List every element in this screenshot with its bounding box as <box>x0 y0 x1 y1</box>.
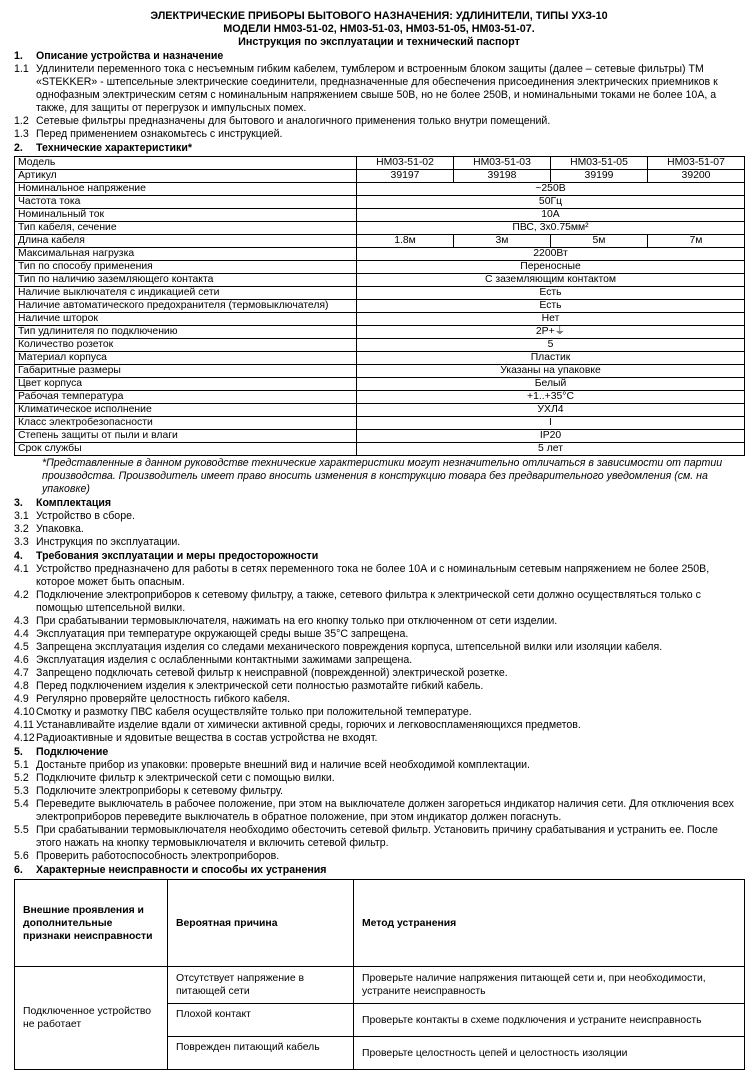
table-row: Наличие выключателя с индикацией сети Есть <box>15 287 745 300</box>
table-row: Количество розеток 5 <box>15 339 745 352</box>
section-6-heading: 6. Характерные неисправности и способы их устранения <box>14 864 327 876</box>
section-2-heading: 2. Технические характеристики* <box>14 142 192 154</box>
table-row: Срок службы 5 лет <box>15 443 745 456</box>
list-item: 4.8 Перед подключением изделия к электрической сети полностью размотайте гибкий кабель. <box>14 680 484 692</box>
list-item: 3.3 Инструкция по эксплуатации. <box>14 536 181 548</box>
list-item: 5.5 При срабатывании термовыключателя необходимо обесточить сетевой фильтр. Установить причину срабатывания и устранить ее. После этого нажать на кнопку термовыключателя и включить сетевой фильтр. <box>14 824 718 849</box>
section-3-heading: 3. Комплектация <box>14 497 112 509</box>
list-item: 1.1 Удлинители переменного тока с несъемным гибким кабелем, тумблером и встроенным блоком защиты (далее – сетевые фильтры) ТМ «STEKKER» - штепсельные электрические соединители, предназначенные для обеспечения присоединения электрических приемников к однофазным электрическим сетям с номинальным напряжением свыше 50В, но не более 250В, и номинальными токами не более 10А, а также, для защиты от перегрузок и импульсных помех. <box>14 63 718 114</box>
spec-footnote: *Представленные в данном руководстве технические характеристики могут незначительно отличаться в зависимости от партии производства. Производитель имеет право вносить изменения в конструкцию товара без предварительного уведомления (см. на упаковке) <box>42 457 723 495</box>
document-title: ЭЛЕКТРИЧЕСКИЕ ПРИБОРЫ БЫТОВОГО НАЗНАЧЕНИЯ: УДЛИНИТЕЛИ, ТИПЫ УХЗ-10 <box>150 10 608 22</box>
document-models: МОДЕЛИ HM03-51-02, HM03-51-03, HM03-51-05, HM03-51-07. <box>223 23 535 35</box>
column-header: Вероятная причина <box>168 880 354 967</box>
list-item: 3.2 Упаковка. <box>14 523 84 535</box>
spec-table <box>14 156 745 456</box>
column-header: Внешние проявления и дополнительные признаки неисправности <box>15 880 168 967</box>
column-header: Метод устранения <box>354 880 745 967</box>
table-row: Тип удлинителя по подключению 2Р+⏚ <box>15 326 745 339</box>
table-row: Цвет корпуса Белый <box>15 378 745 391</box>
table-row: Артикул 39197 39198 39199 39200 <box>15 170 745 183</box>
section-4-heading: 4. Требования эксплуатации и меры предосторожности <box>14 550 319 562</box>
table-row: Наличие автоматического предохранителя (термовыключателя) Есть <box>15 300 745 313</box>
list-item: 4.4 Эксплуатация при температуре окружающей среды выше 35°С запрещена. <box>14 628 409 640</box>
list-item: 4.12 Радиоактивные и ядовитые вещества в состав устройства не входят. <box>14 732 378 744</box>
document-subtitle: Инструкция по эксплуатации и технический паспорт <box>238 36 520 48</box>
list-item: 5.3 Подключите электроприборы к сетевому фильтру. <box>14 785 284 797</box>
table-row: Рабочая температура +1..+35°С <box>15 391 745 404</box>
list-item: 4.2 Подключение электроприборов к сетевому фильтру, а также, сетевого фильтра к электрической сети должно осуществляться только с помощью штепсельной вилки. <box>14 589 701 614</box>
list-item: 4.9 Регулярно проверяйте целостность гибкого кабеля. <box>14 693 291 705</box>
list-item: 3.1 Устройство в сборе. <box>14 510 135 522</box>
table-row: Номинальное напряжение ~250В <box>15 183 745 196</box>
table-row <box>15 880 745 967</box>
section-1-heading: 1. Описание устройства и назначение <box>14 50 224 62</box>
list-item: 4.3 При срабатывании термовыключателя, нажимать на его кнопку только при отключенном от сети изделии. <box>14 615 558 627</box>
table-row: Тип по способу применения Переносные <box>15 261 745 274</box>
table-row: Длина кабеля 1.8м 3м 5м 7м <box>15 235 745 248</box>
table-row: Климатическое исполнение УХЛ4 <box>15 404 745 417</box>
table-row: Габаритные размеры Указаны на упаковке <box>15 365 745 378</box>
table-row: Тип по наличию заземляющего контакта С заземляющим контактом <box>15 274 745 287</box>
list-item: 4.5 Запрещена эксплуатация изделия со следами механического повреждения корпуса, штепсельной вилки или изоляции кабеля. <box>14 641 663 653</box>
table-row: Тип кабеля, сечение ПВС, 3х0.75мм² <box>15 222 745 235</box>
manual-page <box>14 10 744 1070</box>
list-item: 1.2 Сетевые фильтры предназначены для бытового и аналогичного применения только внутри помещений. <box>14 115 551 127</box>
list-item: 5.4 Переведите выключатель в рабочее положение, при этом на выключателе должен загореться индикатор наличия сети. Для отключения всех электроприборов переведите выключатель в обратное положение, при этом индикатор должен погаснуть. <box>14 798 734 823</box>
list-item: 4.1 Устройство предназначено для работы в сетях переменного тока не более 10А и с номинальным сетевым напряжением не более 250В, которое может быть опасным. <box>14 563 710 588</box>
faults-table <box>14 879 745 1070</box>
table-row: Класс электробезопасности I <box>15 417 745 430</box>
table-row: Частота тока 50Гц <box>15 196 745 209</box>
list-item: 5.1 Достаньте прибор из упаковки: проверьте внешний вид и наличие всей необходимой комплектации. <box>14 759 530 771</box>
list-item: 5.6 Проверить работоспособность электроприборов. <box>14 850 280 862</box>
table-row: Подключенное устройство не работает Отсутствует напряжение в питающей сети Проверьте наличие напряжения питающей сети и, при необходимости, устраните неисправность <box>15 967 745 1004</box>
table-row: Модель HM03-51-02 HM03-51-03 HM03-51-05 HM03-51-07 <box>15 157 745 170</box>
table-row: Номинальный ток 10А <box>15 209 745 222</box>
section-5-heading: 5. Подключение <box>14 746 109 758</box>
table-row: Поврежден питающий кабель Проверьте целостность цепей и целостность изоляции <box>15 1037 745 1070</box>
list-item: 1.3 Перед применением ознакомьтесь с инструкцией. <box>14 128 283 140</box>
symptom-cell: Подключенное устройство не работает <box>15 967 168 1070</box>
list-item: 5.2 Подключите фильтр к электрической сети с помощью вилки. <box>14 772 335 784</box>
table-row: Наличие шторок Нет <box>15 313 745 326</box>
list-item: 4.10 Смотку и размотку ПВС кабеля осуществляйте только при положительной температуре. <box>14 706 472 718</box>
table-row: Степень защиты от пыли и влаги IP20 <box>15 430 745 443</box>
list-item: 4.6 Эксплуатация изделия с ослабленными контактными зажимами запрещена. <box>14 654 413 666</box>
table-row: Плохой контакт Проверьте контакты в схеме подключения и устраните неисправность <box>15 1004 745 1037</box>
table-row: Материал корпуса Пластик <box>15 352 745 365</box>
list-item: 4.11 Устанавливайте изделие вдали от химически активной среды, горючих и легковоспламеняющихся предметов. <box>14 719 581 731</box>
table-row: Максимальная нагрузка 2200Вт <box>15 248 745 261</box>
list-item: 4.7 Запрещено подключать сетевой фильтр к неисправной (поврежденной) электрической розетке. <box>14 667 508 679</box>
